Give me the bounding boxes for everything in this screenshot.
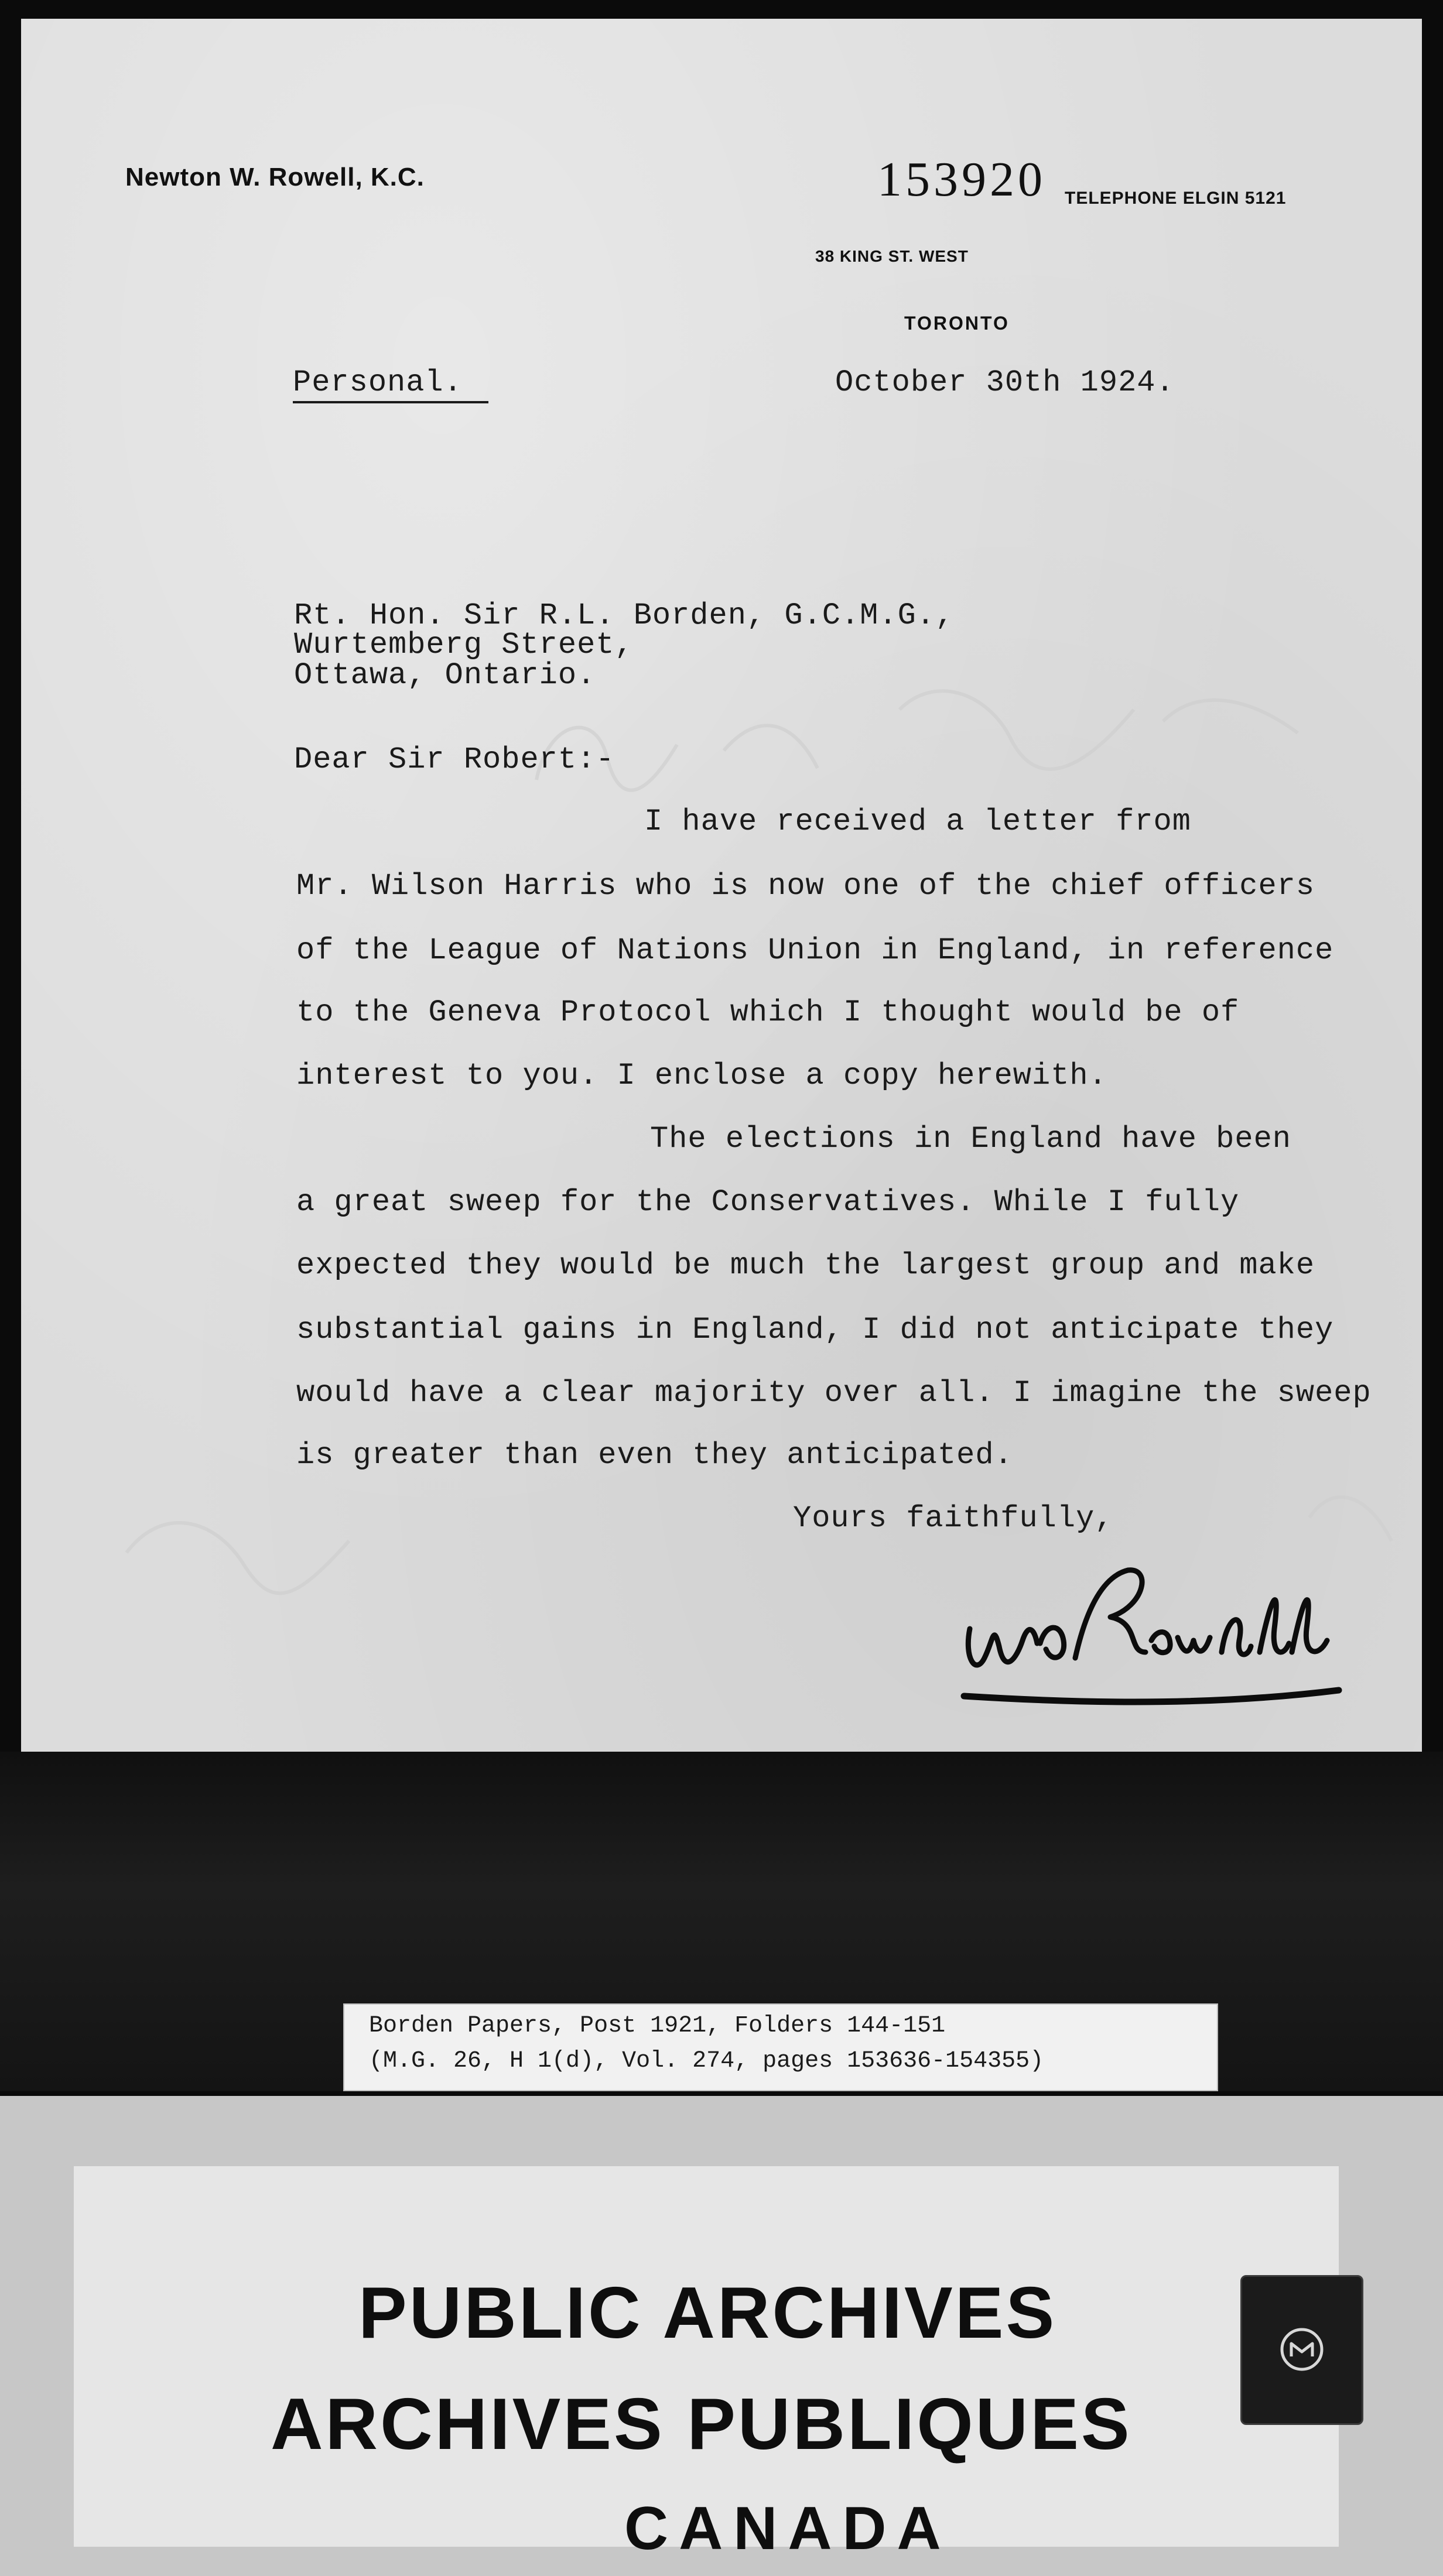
letter-date: October 30th 1924. <box>835 365 1175 400</box>
folder-label-line: (M.G. 26, H 1(d), Vol. 274, pages 153636-154355) <box>369 2048 1044 2074</box>
body-line: interest to you. I enclose a copy herewith. <box>296 1059 1107 1093</box>
body-line: of the League of Nations Union in England, in reference <box>296 933 1334 968</box>
archives-title-english: PUBLIC ARCHIVES <box>358 2273 1057 2354</box>
telephone-number: TELEPHONE ELGIN 5121 <box>1065 189 1287 208</box>
city: TORONTO <box>904 313 1010 334</box>
archives-country: CANADA <box>624 2495 952 2563</box>
body-line: Mr. Wilson Harris who is now one of the chief officers <box>296 869 1315 903</box>
recipient-address-line: Ottawa, Ontario. <box>294 658 596 693</box>
salutation: Dear Sir Robert:- <box>294 742 615 777</box>
folder-reference-label <box>343 2003 1218 2091</box>
body-line: expected they would be much the largest group and make <box>296 1248 1315 1283</box>
closing: Yours faithfully, <box>793 1501 1114 1536</box>
body-line: to the Geneva Protocol which I thought would be of <box>296 995 1240 1030</box>
archives-stamp-panel <box>74 2166 1339 2563</box>
body-line: would have a clear majority over all. I imagine the sweep <box>296 1376 1372 1410</box>
archives-title-french: ARCHIVES PUBLIQUES <box>271 2384 1132 2465</box>
file-number: 153920 <box>877 152 1046 207</box>
handwritten-signature <box>952 1541 1362 1717</box>
body-line: substantial gains in England, I did not anticipate they <box>296 1313 1334 1347</box>
street-address: 38 KING ST. WEST <box>815 247 969 265</box>
recipient-address-line: Wurtemberg Street, <box>294 628 634 662</box>
recipient-address-line: Rt. Hon. Sir R.L. Borden, G.C.M.G., <box>294 598 955 633</box>
archives-seal-icon <box>1278 2326 1325 2373</box>
archives-seal-badge <box>1240 2275 1363 2425</box>
archives-stamp-area <box>0 2096 1443 2576</box>
personal-marking: Personal. <box>293 365 488 403</box>
letter-sheet <box>21 19 1422 1752</box>
body-line: The elections in England have been <box>650 1122 1291 1156</box>
body-line: is greater than even they anticipated. <box>296 1438 1013 1472</box>
body-line: a great sweep for the Conservatives. While I fully <box>296 1185 1240 1220</box>
body-line: I have received a letter from <box>644 804 1191 839</box>
sender-name: Newton W. Rowell, K.C. <box>125 163 425 191</box>
folder-label-line: Borden Papers, Post 1921, Folders 144-151 <box>369 2013 946 2039</box>
